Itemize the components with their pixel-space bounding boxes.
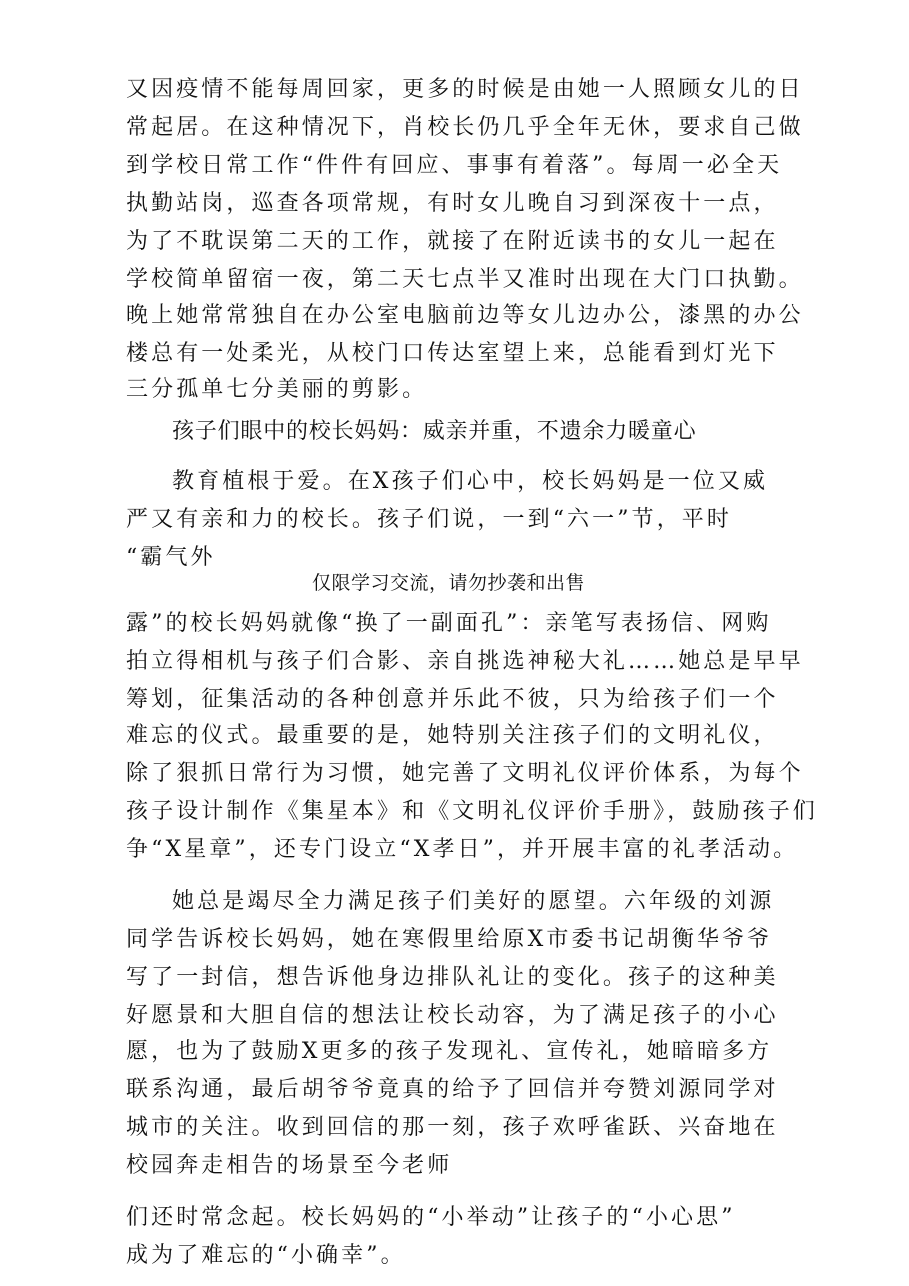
text-line: 又因疫情不能每周回家，更多的时候是由她一人照顾女儿的日 — [126, 77, 804, 102]
text-line: 争“X星章”，还专门设立“X孝日”，并开展丰富的礼孝活动。 — [126, 837, 799, 862]
text-line: 到学校日常工作“件件有回应、事事有着落”。每周一必全天 — [126, 153, 783, 178]
text-line: 执勤站岗，巡查各项常规，有时女儿晚自习到深夜十一点， — [126, 191, 779, 216]
text-line: 好愿景和大胆自信的想法让校长动容，为了满足孩子的小心 — [126, 1003, 779, 1028]
text-line: 孩子设计制作《集星本》和《文明礼仪评价手册》，鼓励孩子们 — [126, 799, 818, 824]
text-line: 露”的校长妈妈就像“换了一副面孔”：亲笔写表扬信、网购 — [126, 611, 772, 636]
text-line: 成为了难忘的“小确幸”。 — [126, 1243, 406, 1268]
text-line: 难忘的仪式。最重要的是，她特别关注孩子们的文明礼仪， — [126, 723, 779, 748]
text-line: 三分孤单七分美丽的剪影。 — [126, 377, 428, 402]
text-line: 她总是竭尽全力满足孩子们美好的愿望。六年级的刘源 — [172, 889, 775, 914]
text-line: 写了一封信，想告诉他身边排队礼让的变化。孩子的这种美 — [126, 965, 779, 990]
text-line: 拍立得相机与孩子们合影、亲自挑选神秘大礼……她总是早早 — [126, 649, 804, 674]
text-line: 严又有亲和力的校长。孩子们说，一到“六一”节，平时 — [126, 507, 732, 532]
text-line: 学校简单留宿一夜，第二天七点半又准时出现在大门口执勤。 — [126, 267, 804, 292]
text-line: 校园奔走相告的场景至今老师 — [126, 1153, 453, 1178]
text-line: “霸气外 — [126, 545, 216, 570]
section-heading: 孩子们眼中的校长妈妈：威亲并重，不遗余力暖童心 — [172, 419, 697, 444]
text-line: 除了狠抓日常行为习惯，她完善了文明礼仪评价体系，为每个 — [126, 761, 804, 786]
text-line: 晚上她常常独自在办公室电脑前边等女儿边办公，漆黑的办公 — [126, 303, 804, 328]
text-line: 教育植根于爱。在X孩子们心中，校长妈妈是一位又威 — [172, 469, 769, 494]
text-line: 为了不耽误第二天的工作，就接了在附近读书的女儿一起在 — [126, 229, 779, 254]
text-line: 楼总有一处柔光，从校门口传达室望上来，总能看到灯光下 — [126, 341, 779, 366]
text-line: 们还时常念起。校长妈妈的“小举动”让孩子的“小心思” — [126, 1205, 736, 1230]
text-line: 同学告诉校长妈妈，她在寒假里给原X市委书记胡衡华爷爷 — [126, 927, 773, 952]
text-line: 城市的关注。收到回信的那一刻，孩子欢呼雀跃、兴奋地在 — [126, 1115, 779, 1140]
text-line: 联系沟通，最后胡爷爷竟真的给予了回信并夸赞刘源同学对 — [126, 1077, 779, 1102]
text-line: 筹划，征集活动的各种创意并乐此不彼，只为给孩子们一个 — [126, 687, 779, 712]
watermark-notice: 仅限学习交流，请勿抄袭和出售 — [312, 572, 586, 594]
text-line: 愿，也为了鼓励X更多的孩子发现礼、宣传礼，她暗暗多方 — [126, 1039, 773, 1064]
text-line: 常起居。在这种情况下，肖校长仍几乎全年无休，要求自己做 — [126, 115, 804, 140]
